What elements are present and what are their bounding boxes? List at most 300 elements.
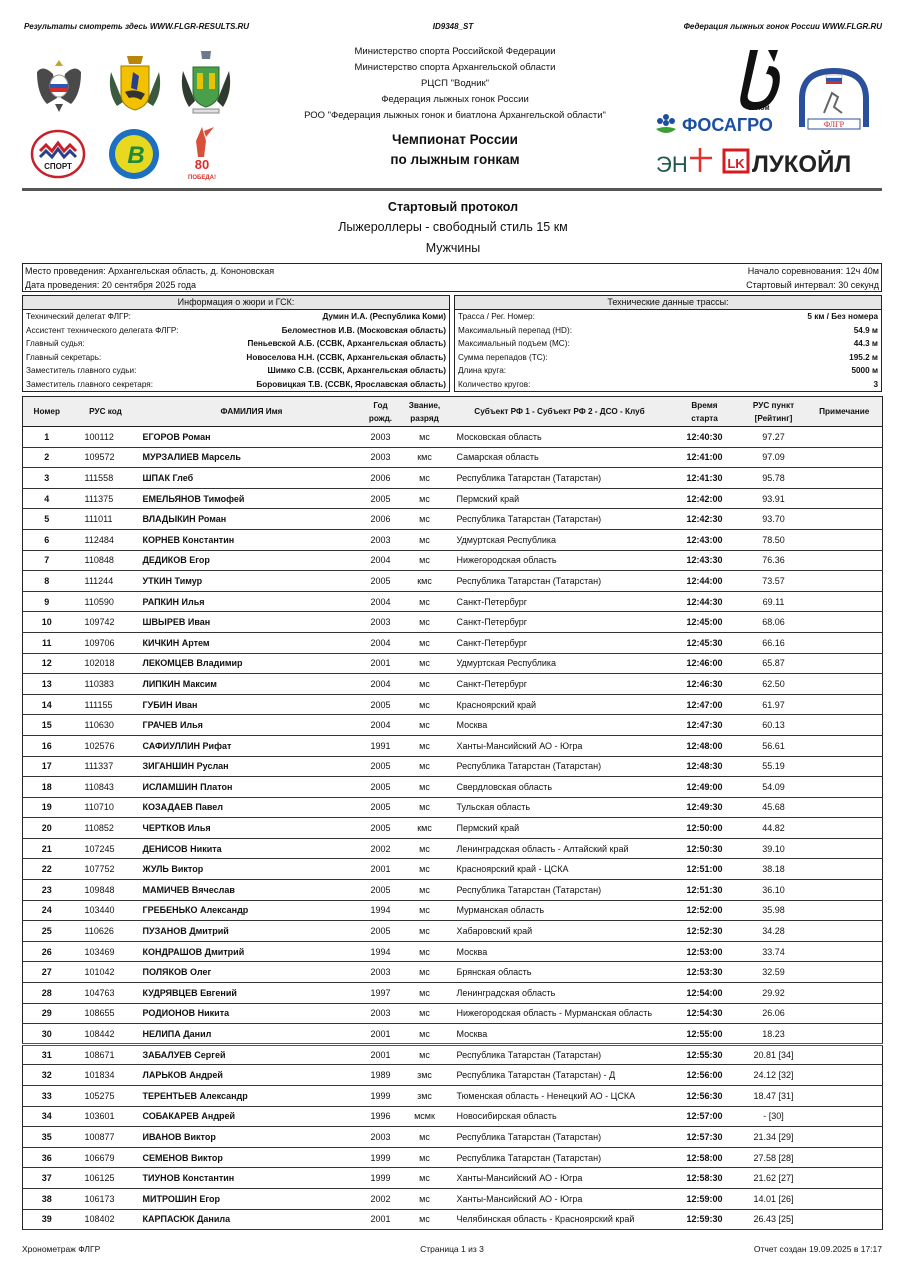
athlete-name: ИВАНОВ Виктор — [141, 1127, 363, 1148]
rus-code: 111244 — [71, 571, 141, 592]
col-header-number: Номер — [23, 397, 71, 427]
athlete-name: КУДРЯВЦЕВ Евгений — [141, 983, 363, 1004]
athlete-number: 38 — [23, 1188, 71, 1209]
jury-row — [23, 364, 449, 378]
jury-value: Беломестнов И.В. (Московская область) — [281, 325, 446, 335]
table-row — [23, 756, 883, 777]
track-row — [455, 337, 881, 351]
jury-label: Технический делегат ФЛГР: — [26, 312, 131, 321]
rus-points: 21.62 [27] — [741, 1168, 807, 1189]
venue-box — [22, 263, 882, 292]
region-club: Нижегородская область - Мурманская область — [451, 1003, 669, 1024]
organizer-line: Министерство спорта Архангельской области — [354, 62, 556, 73]
note — [807, 941, 883, 962]
rus-code: 109742 — [71, 612, 141, 633]
jury-label: Ассистент технического делегата ФЛГР: — [26, 325, 179, 335]
rus-points: 29.92 — [741, 983, 807, 1004]
birth-year: 2001 — [363, 653, 399, 674]
rus-points: 73.57 — [741, 571, 807, 592]
track-row — [455, 364, 881, 378]
rus-code: 106125 — [71, 1168, 141, 1189]
rus-code: 108402 — [71, 1209, 141, 1230]
track-row — [455, 324, 881, 338]
athlete-number: 30 — [23, 1024, 71, 1045]
start-time: 12:41:00 — [669, 447, 741, 468]
note — [807, 838, 883, 859]
rus-points: 27.58 [28] — [741, 1147, 807, 1168]
birth-year: 2003 — [363, 1003, 399, 1024]
sport-rank: мс — [399, 509, 451, 530]
athlete-name: КОРНЕВ Константин — [141, 529, 363, 550]
rus-code: 111011 — [71, 509, 141, 530]
athlete-number: 26 — [23, 941, 71, 962]
start-interval: Стартовый интервал: 30 секунд — [746, 280, 879, 290]
athlete-number: 39 — [23, 1209, 71, 1230]
note — [807, 591, 883, 612]
table-row — [23, 1044, 883, 1065]
start-time: 12:54:00 — [669, 983, 741, 1004]
jury-value: Новоселова Н.Н. (ССВК, Архангельская область) — [246, 352, 446, 362]
athlete-number: 29 — [23, 1003, 71, 1024]
athlete-name: КОНДРАШОВ Дмитрий — [141, 941, 363, 962]
athlete-name: КОЗАДАЕВ Павел — [141, 797, 363, 818]
col-header-code: РУС код — [71, 397, 141, 427]
track-label: Трасса / Рег. Номер: — [458, 312, 535, 321]
rus-points: 20.81 [34] — [741, 1044, 807, 1065]
svg-text:СПОРТ: СПОРТ — [44, 162, 72, 171]
start-time: 12:50:00 — [669, 818, 741, 839]
coat-of-arms-arkhangelsk-city-icon — [176, 48, 236, 118]
rus-code: 110848 — [71, 550, 141, 571]
table-row — [23, 591, 883, 612]
bivium-logo-icon — [734, 48, 784, 112]
track-value: 44.3 м — [853, 339, 878, 348]
rus-points: 95.78 — [741, 468, 807, 489]
table-row — [23, 1065, 883, 1086]
start-time: 12:46:00 — [669, 653, 741, 674]
rus-points: 18.47 [31] — [741, 1086, 807, 1107]
note — [807, 468, 883, 489]
jury-value: Пеньевской А.Б. (ССВК, Архангельская область) — [247, 339, 446, 348]
birth-year: 2001 — [363, 1024, 399, 1045]
athlete-number: 6 — [23, 529, 71, 550]
athlete-name: МИТРОШИН Егор — [141, 1188, 363, 1209]
start-time: 12:54:30 — [669, 1003, 741, 1024]
region-club: Республика Татарстан (Татарстан) — [451, 1147, 669, 1168]
athlete-number: 8 — [23, 571, 71, 592]
header-divider — [22, 188, 882, 191]
region-club: Республика Татарстан (Татарстан) - Д — [451, 1065, 669, 1086]
region-club: Челябинская область - Красноярский край — [451, 1209, 669, 1230]
athlete-name: ВЛАДЫКИН Роман — [141, 509, 363, 530]
rus-code: 101834 — [71, 1065, 141, 1086]
start-time: 12:51:30 — [669, 880, 741, 901]
region-club: Нижегородская область — [451, 550, 669, 571]
athlete-name: ЧЕРТКОВ Илья — [141, 818, 363, 839]
track-label: Максимальный перепад (HD): — [458, 325, 572, 335]
athlete-number: 11 — [23, 632, 71, 653]
rus-points: 24.12 [32] — [741, 1065, 807, 1086]
table-row — [23, 529, 883, 550]
birth-year: 1994 — [363, 900, 399, 921]
sport-rank: кмс — [399, 818, 451, 839]
sport-rank: мс — [399, 900, 451, 921]
track-label: Количество кругов: — [458, 379, 531, 389]
athlete-name: ШВЫРЕВ Иван — [141, 612, 363, 633]
birth-year: 2002 — [363, 1188, 399, 1209]
start-time: 12:42:00 — [669, 488, 741, 509]
athlete-name: МУРЗАЛИЕВ Марсель — [141, 447, 363, 468]
table-row — [23, 900, 883, 921]
rus-code: 105275 — [71, 1086, 141, 1107]
sport-rank: мс — [399, 1044, 451, 1065]
col-header-name: ФАМИЛИЯ Имя — [141, 397, 363, 427]
start-time: 12:49:00 — [669, 777, 741, 798]
birth-year: 2002 — [363, 838, 399, 859]
athlete-number: 34 — [23, 1106, 71, 1127]
region-club: Санкт-Петербург — [451, 632, 669, 653]
table-row — [23, 921, 883, 942]
athlete-number: 18 — [23, 777, 71, 798]
track-row — [455, 351, 881, 365]
sport-rank: мс — [399, 797, 451, 818]
jury-label: Заместитель главного секретаря: — [26, 379, 153, 389]
athlete-number: 36 — [23, 1147, 71, 1168]
birth-year: 2001 — [363, 1209, 399, 1230]
rus-code: 106173 — [71, 1188, 141, 1209]
athlete-number: 16 — [23, 735, 71, 756]
sport-rank: змс — [399, 1086, 451, 1107]
jury-value: Боровицкая Т.В. (ССВК, Ярославская область) — [256, 379, 446, 389]
table-row — [23, 1188, 883, 1209]
jury-row — [23, 378, 449, 392]
note — [807, 1188, 883, 1209]
athlete-name: РАПКИН Илья — [141, 591, 363, 612]
rus-points: 32.59 — [741, 962, 807, 983]
athlete-name: УТКИН Тимур — [141, 571, 363, 592]
birth-year: 2005 — [363, 880, 399, 901]
rus-code: 107752 — [71, 859, 141, 880]
athlete-number: 12 — [23, 653, 71, 674]
athlete-number: 13 — [23, 674, 71, 695]
athlete-name: МАМИЧЕВ Вячеслав — [141, 880, 363, 901]
region-club: Тульская область — [451, 797, 669, 818]
table-row — [23, 427, 883, 448]
region-club: Ханты-Мансийский АО - Югра — [451, 1168, 669, 1189]
start-time: 12:48:00 — [669, 735, 741, 756]
note — [807, 735, 883, 756]
table-row — [23, 488, 883, 509]
athlete-number: 3 — [23, 468, 71, 489]
discipline-title: Лыжероллеры - свободный стиль 15 км — [338, 220, 568, 234]
start-time: 12:56:30 — [669, 1086, 741, 1107]
sport-rank: мс — [399, 591, 451, 612]
table-row — [23, 797, 883, 818]
rus-code: 110630 — [71, 715, 141, 736]
protocol-title: Стартовый протокол — [387, 200, 519, 214]
track-label: Сумма перепадов (TC): — [458, 352, 548, 362]
rus-points: 44.82 — [741, 818, 807, 839]
sport-rank: мс — [399, 735, 451, 756]
athlete-number: 1 — [23, 427, 71, 448]
rus-points: 97.27 — [741, 427, 807, 448]
region-club: Тюменская область - Ненецкий АО - ЦСКА — [451, 1086, 669, 1107]
rus-points: 21.34 [29] — [741, 1127, 807, 1148]
rus-code: 110843 — [71, 777, 141, 798]
table-row — [23, 447, 883, 468]
rus-code: 110590 — [71, 591, 141, 612]
region-club: Мурманская область — [451, 900, 669, 921]
phosagro-logo — [654, 108, 794, 138]
track-value: 195.2 м — [849, 352, 878, 362]
athlete-name: РОДИОНОВ Никита — [141, 1003, 363, 1024]
rus-points: 26.43 [25] — [741, 1209, 807, 1230]
table-row — [23, 550, 883, 571]
organizer-line: РЦСП "Водник" — [420, 78, 490, 89]
sport-rank: мс — [399, 983, 451, 1004]
rus-points: 56.61 — [741, 735, 807, 756]
organizer-line: Министерство спорта Российской Федерации — [354, 46, 556, 57]
rus-code: 109848 — [71, 880, 141, 901]
rus-points: 18.23 — [741, 1024, 807, 1045]
athlete-number: 14 — [23, 694, 71, 715]
rus-points: 93.70 — [741, 509, 807, 530]
athlete-name: ЕГОРОВ Роман — [141, 427, 363, 448]
athlete-name: ПОЛЯКОВ Олег — [141, 962, 363, 983]
athlete-number: 4 — [23, 488, 71, 509]
start-time: 12:53:00 — [669, 941, 741, 962]
birth-year: 2004 — [363, 632, 399, 653]
results-link[interactable]: Результаты смотреть здесь WWW.FLGR-RESULTS.RU — [24, 22, 250, 31]
start-time: 12:59:30 — [669, 1209, 741, 1230]
rus-code: 108655 — [71, 1003, 141, 1024]
athlete-name: КАРПАСЮК Данила — [141, 1209, 363, 1230]
table-row — [23, 880, 883, 901]
table-row — [23, 1024, 883, 1045]
region-club: Московская область — [451, 427, 669, 448]
table-row — [23, 818, 883, 839]
athlete-number: 5 — [23, 509, 71, 530]
sport-rank: мсмк — [399, 1106, 451, 1127]
birth-year: 2003 — [363, 529, 399, 550]
championship-title — [290, 130, 620, 170]
region-club: Санкт-Петербург — [451, 591, 669, 612]
birth-year: 1999 — [363, 1168, 399, 1189]
info-section — [22, 295, 882, 392]
page-footer — [22, 1244, 882, 1256]
championship-line-1: Чемпионат России — [392, 132, 518, 147]
start-time: 12:47:00 — [669, 694, 741, 715]
jury-row — [23, 337, 449, 351]
sport-rank: мс — [399, 859, 451, 880]
start-time: 12:41:30 — [669, 468, 741, 489]
sport-arkhangelsk-logo-icon — [28, 128, 88, 180]
rus-points: 76.36 — [741, 550, 807, 571]
report-created: Отчет создан 19.09.2025 в 17:17 — [753, 1244, 882, 1254]
col-header-time: Время старта — [669, 397, 741, 427]
start-time: 12:52:30 — [669, 921, 741, 942]
table-row — [23, 962, 883, 983]
region-club: Санкт-Петербург — [451, 612, 669, 633]
start-time: 12:57:30 — [669, 1127, 741, 1148]
start-time: 12:49:30 — [669, 797, 741, 818]
sport-rank: кмс — [399, 571, 451, 592]
athlete-name: ТИУНОВ Константин — [141, 1168, 363, 1189]
athlete-name: ДЕДИКОВ Егор — [141, 550, 363, 571]
sport-rank: мс — [399, 1127, 451, 1148]
region-club: Удмуртская Республика — [451, 529, 669, 550]
rus-points: 60.13 — [741, 715, 807, 736]
start-time: 12:53:30 — [669, 962, 741, 983]
athlete-name: НЕЛИПА Данил — [141, 1024, 363, 1045]
table-row — [23, 1003, 883, 1024]
sport-rank: мс — [399, 632, 451, 653]
start-time: 12:47:30 — [669, 715, 741, 736]
rus-code: 108671 — [71, 1044, 141, 1065]
athlete-number: 37 — [23, 1168, 71, 1189]
birth-year: 2003 — [363, 962, 399, 983]
jury-row — [23, 310, 449, 324]
start-time: 12:43:30 — [669, 550, 741, 571]
venue-place: Место проведения: Архангельская область, д. Кононовская — [25, 266, 275, 276]
note — [807, 653, 883, 674]
athlete-name: ЛЕКОМЦЕВ Владимир — [141, 653, 363, 674]
start-list-table — [22, 396, 883, 1230]
rus-code: 110383 — [71, 674, 141, 695]
sport-rank: мс — [399, 921, 451, 942]
sport-rank: мс — [399, 488, 451, 509]
rus-code: 103601 — [71, 1106, 141, 1127]
athlete-number: 10 — [23, 612, 71, 633]
birth-year: 1999 — [363, 1147, 399, 1168]
page-number: Страница 1 из 3 — [420, 1244, 484, 1254]
table-row — [23, 859, 883, 880]
rus-code: 107245 — [71, 838, 141, 859]
jury-info-box — [22, 295, 450, 392]
athlete-name: ЕМЕЛЬЯНОВ Тимофей — [141, 488, 363, 509]
federation-link[interactable]: Федерация лыжных гонок России WWW.FLGR.RU — [683, 22, 882, 31]
note — [807, 818, 883, 839]
rus-points: 45.68 — [741, 797, 807, 818]
birth-year: 2001 — [363, 1044, 399, 1065]
athlete-name: ГУБИН Иван — [141, 694, 363, 715]
table-header-row — [23, 397, 883, 427]
athlete-name: ЗИГАНШИН Руслан — [141, 756, 363, 777]
rus-points: 54.09 — [741, 777, 807, 798]
table-row — [23, 715, 883, 736]
region-club: Республика Татарстан (Татарстан) — [451, 880, 669, 901]
athlete-number: 35 — [23, 1127, 71, 1148]
athlete-number: 32 — [23, 1065, 71, 1086]
start-time: 12:51:00 — [669, 859, 741, 880]
birth-year: 2004 — [363, 591, 399, 612]
athlete-number: 27 — [23, 962, 71, 983]
region-club: Ханты-Мансийский АО - Югра — [451, 735, 669, 756]
region-club: Ленинградская область - Алтайский край — [451, 838, 669, 859]
rus-code: 103440 — [71, 900, 141, 921]
note — [807, 427, 883, 448]
svg-text:80: 80 — [194, 157, 210, 172]
region-club: Красноярский край - ЦСКА — [451, 859, 669, 880]
rus-code: 106679 — [71, 1147, 141, 1168]
table-row — [23, 735, 883, 756]
athlete-number: 20 — [23, 818, 71, 839]
rus-code: 104763 — [71, 983, 141, 1004]
athlete-number: 15 — [23, 715, 71, 736]
jury-row — [23, 351, 449, 365]
venue-date: Дата проведения: 20 сентября 2025 года — [25, 280, 197, 290]
note — [807, 1168, 883, 1189]
table-row — [23, 653, 883, 674]
start-time: 12:55:30 — [669, 1044, 741, 1065]
table-row — [23, 838, 883, 859]
rus-points: 61.97 — [741, 694, 807, 715]
athlete-number: 22 — [23, 859, 71, 880]
birth-year: 2005 — [363, 797, 399, 818]
rus-points: 97.09 — [741, 447, 807, 468]
athlete-number: 9 — [23, 591, 71, 612]
rus-code: 100112 — [71, 427, 141, 448]
birth-year: 2003 — [363, 1127, 399, 1148]
svg-text:ЭН: ЭН — [656, 152, 688, 177]
rus-code: 102018 — [71, 653, 141, 674]
birth-year: 1997 — [363, 983, 399, 1004]
note — [807, 488, 883, 509]
birth-year: 2001 — [363, 859, 399, 880]
rus-points: 62.50 — [741, 674, 807, 695]
birth-year: 2004 — [363, 674, 399, 695]
svg-text:ФОСАГРО: ФОСАГРО — [682, 115, 773, 135]
competition-start: Начало соревнования: 12ч 40м — [747, 266, 879, 276]
note — [807, 983, 883, 1004]
logos-left — [26, 48, 236, 183]
vodnik-logo-icon — [106, 126, 162, 182]
rus-points: 78.50 — [741, 529, 807, 550]
athlete-name: ДЕНИСОВ Никита — [141, 838, 363, 859]
start-time: 12:55:00 — [669, 1024, 741, 1045]
rus-code: 110852 — [71, 818, 141, 839]
note — [807, 550, 883, 571]
birth-year: 2004 — [363, 715, 399, 736]
birth-year: 2005 — [363, 921, 399, 942]
athlete-number: 19 — [23, 797, 71, 818]
athlete-number: 17 — [23, 756, 71, 777]
birth-year: 2005 — [363, 777, 399, 798]
sport-rank: змс — [399, 1065, 451, 1086]
region-club: Республика Татарстан (Татарстан) — [451, 571, 669, 592]
start-time: 12:46:30 — [669, 674, 741, 695]
note — [807, 1209, 883, 1230]
birth-year: 1994 — [363, 941, 399, 962]
birth-year: 1999 — [363, 1086, 399, 1107]
svg-text:ФЛГР: ФЛГР — [823, 120, 845, 129]
athlete-number: 28 — [23, 983, 71, 1004]
birth-year: 2003 — [363, 427, 399, 448]
championship-line-2: по лыжным гонкам — [390, 152, 520, 167]
note — [807, 1147, 883, 1168]
sport-rank: кмс — [399, 447, 451, 468]
sport-rank: мс — [399, 1209, 451, 1230]
table-row — [23, 571, 883, 592]
track-value: 3 — [873, 379, 878, 389]
rus-points: 33.74 — [741, 941, 807, 962]
sport-rank: мс — [399, 715, 451, 736]
region-club: Свердловская область — [451, 777, 669, 798]
sport-rank: мс — [399, 880, 451, 901]
athlete-name: ЖУЛЬ Виктор — [141, 859, 363, 880]
svg-text:BIVIUM: BIVIUM — [748, 106, 770, 112]
rus-points: 65.87 — [741, 653, 807, 674]
